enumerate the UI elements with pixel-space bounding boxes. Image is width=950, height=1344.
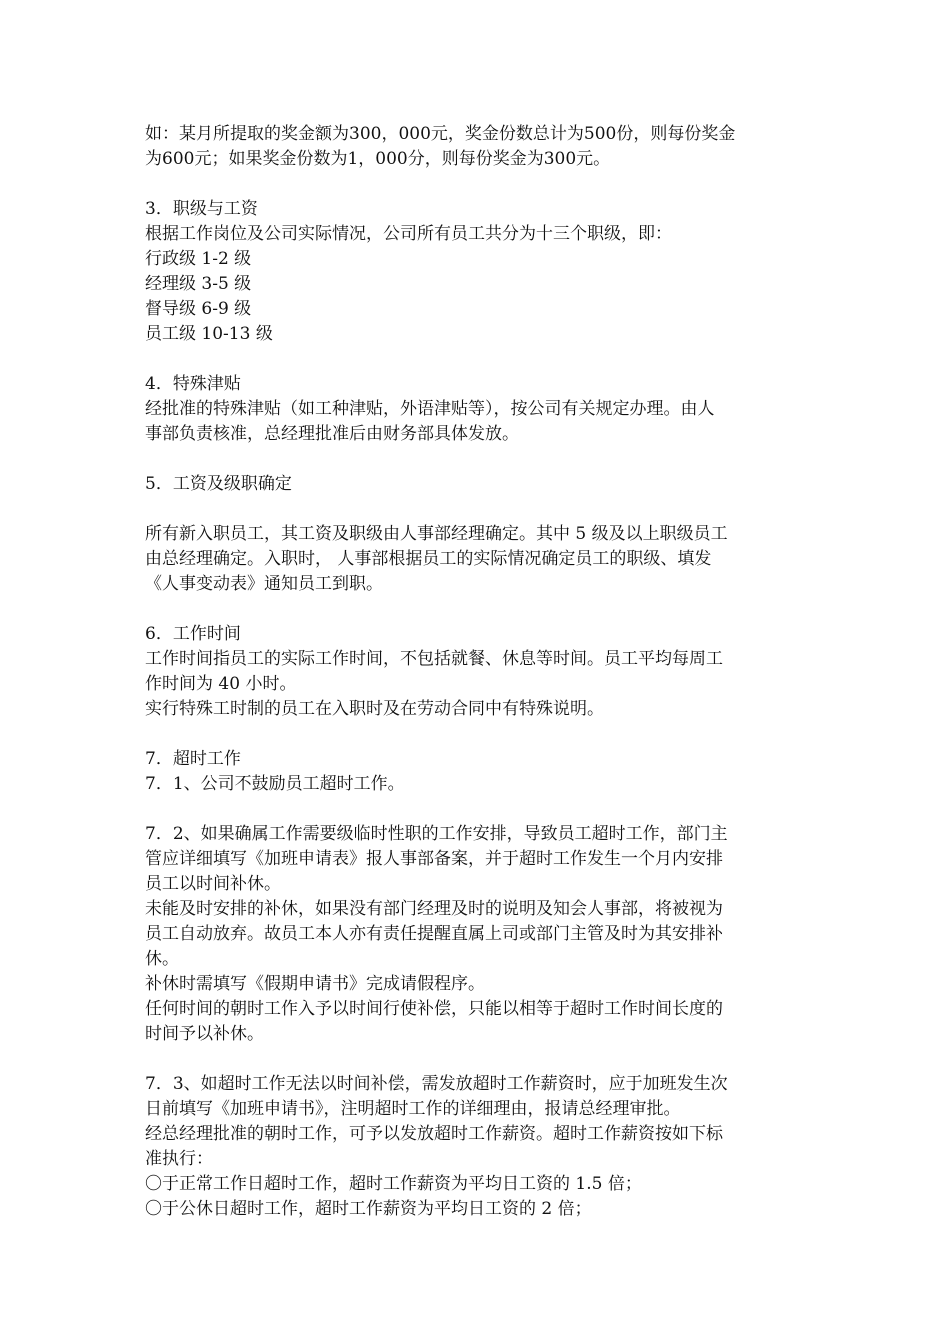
text-line: 员工以时间补休。 — [145, 874, 281, 894]
text-line: 由总经理确定。入职时， 人事部根据员工的实际情况确定员工的职级、填发 — [145, 549, 712, 569]
section-heading: 7．超时工作 — [145, 749, 241, 769]
text-line: 未能及时安排的补休，如果没有部门经理及时的说明及知会人事部，将被视为 — [145, 899, 723, 919]
section-overtime — [145, 747, 807, 797]
text-line: 日前填写《加班申请书》，注明超时工作的详细理由，报请总经理审批。 — [145, 1099, 681, 1119]
section-salary-grade-confirmation — [145, 472, 807, 497]
text-line: 作时间为 40 小时。 — [145, 674, 297, 694]
text-line: 〇于正常工作日超时工作，超时工作薪资为平均日工资的 1.5 倍； — [145, 1174, 642, 1194]
text-line: 经总经理批准的朝时工作，可予以发放超时工作薪资。超时工作薪资按如下标 — [145, 1124, 723, 1144]
text-line: 管应详细填写《加班申请表》报人事部备案，并于超时工作发生一个月内安排 — [145, 849, 723, 869]
text-line: 经理级 3-5 级 — [145, 274, 252, 294]
section-job-grade-salary — [145, 197, 807, 347]
text-line: 补休时需填写《假期申请书》完成请假程序。 — [145, 974, 485, 994]
text-line: 督导级 6-9 级 — [145, 299, 252, 319]
section-heading: 5．工资及级职确定 — [145, 474, 292, 494]
text-line: 休。 — [145, 949, 179, 969]
text-line: 7．2、如果确属工作需要级临时性职的工作安排，导致员工超时工作，部门主 — [145, 824, 728, 844]
section-heading: 6．工作时间 — [145, 624, 241, 644]
text-line: 实行特殊工时制的员工在入职时及在劳动合同中有特殊说明。 — [145, 699, 604, 719]
text-line: 〇于公休日超时工作，超时工作薪资为平均日工资的 2 倍； — [145, 1199, 592, 1219]
section-heading: 4．特殊津贴 — [145, 374, 241, 394]
overtime-paragraph-2 — [145, 822, 807, 1047]
overtime-paragraph-3 — [145, 1072, 807, 1222]
text-line: 行政级 1-2 级 — [145, 249, 252, 269]
text-line: 如：某月所提取的奖金额为300，000元，奖金份数总计为500份，则每份奖金 — [145, 124, 736, 144]
text-line: 事部负责核准，总经理批准后由财务部具体发放。 — [145, 424, 519, 444]
text-line: 时间予以补休。 — [145, 1024, 264, 1044]
text-line: 员工自动放弃。故员工本人亦有责任提醒直属上司或部门主管及时为其安排补 — [145, 924, 723, 944]
section-working-hours — [145, 622, 807, 722]
section-heading: 3．职级与工资 — [145, 199, 258, 219]
text-line: 根据工作岗位及公司实际情况，公司所有员工共分为十三个职级，即： — [145, 224, 672, 244]
text-line: 所有新入职员工，其工资及职级由人事部经理确定。其中 5 级及以上职级员工 — [145, 524, 728, 544]
text-line: 经批准的特殊津贴（如工种津贴，外语津贴等），按公司有关规定办理。由人 — [145, 399, 715, 419]
text-line: 《人事变动表》通知员工到职。 — [145, 574, 383, 594]
text-line: 工作时间指员工的实际工作时间，不包括就餐、休息等时间。员工平均每周工 — [145, 649, 723, 669]
text-line: 任何时间的朝时工作入予以时间行使补偿，只能以相等于超时工作时间长度的 — [145, 999, 723, 1019]
text-line: 7．1、公司不鼓励员工超时工作。 — [145, 774, 405, 794]
text-line: 7．3、如超时工作无法以时间补偿，需发放超时工作薪资时，应于加班发生次 — [145, 1074, 728, 1094]
document-page — [145, 122, 807, 1222]
text-line: 准执行： — [145, 1149, 213, 1169]
section-special-allowance — [145, 372, 807, 447]
section-salary-grade-body — [145, 522, 807, 597]
text-line: 员工级 10-13 级 — [145, 324, 273, 344]
intro-paragraph — [145, 122, 807, 172]
text-line: 为600元；如果奖金份数为1，000分，则每份奖金为300元。 — [145, 149, 611, 169]
